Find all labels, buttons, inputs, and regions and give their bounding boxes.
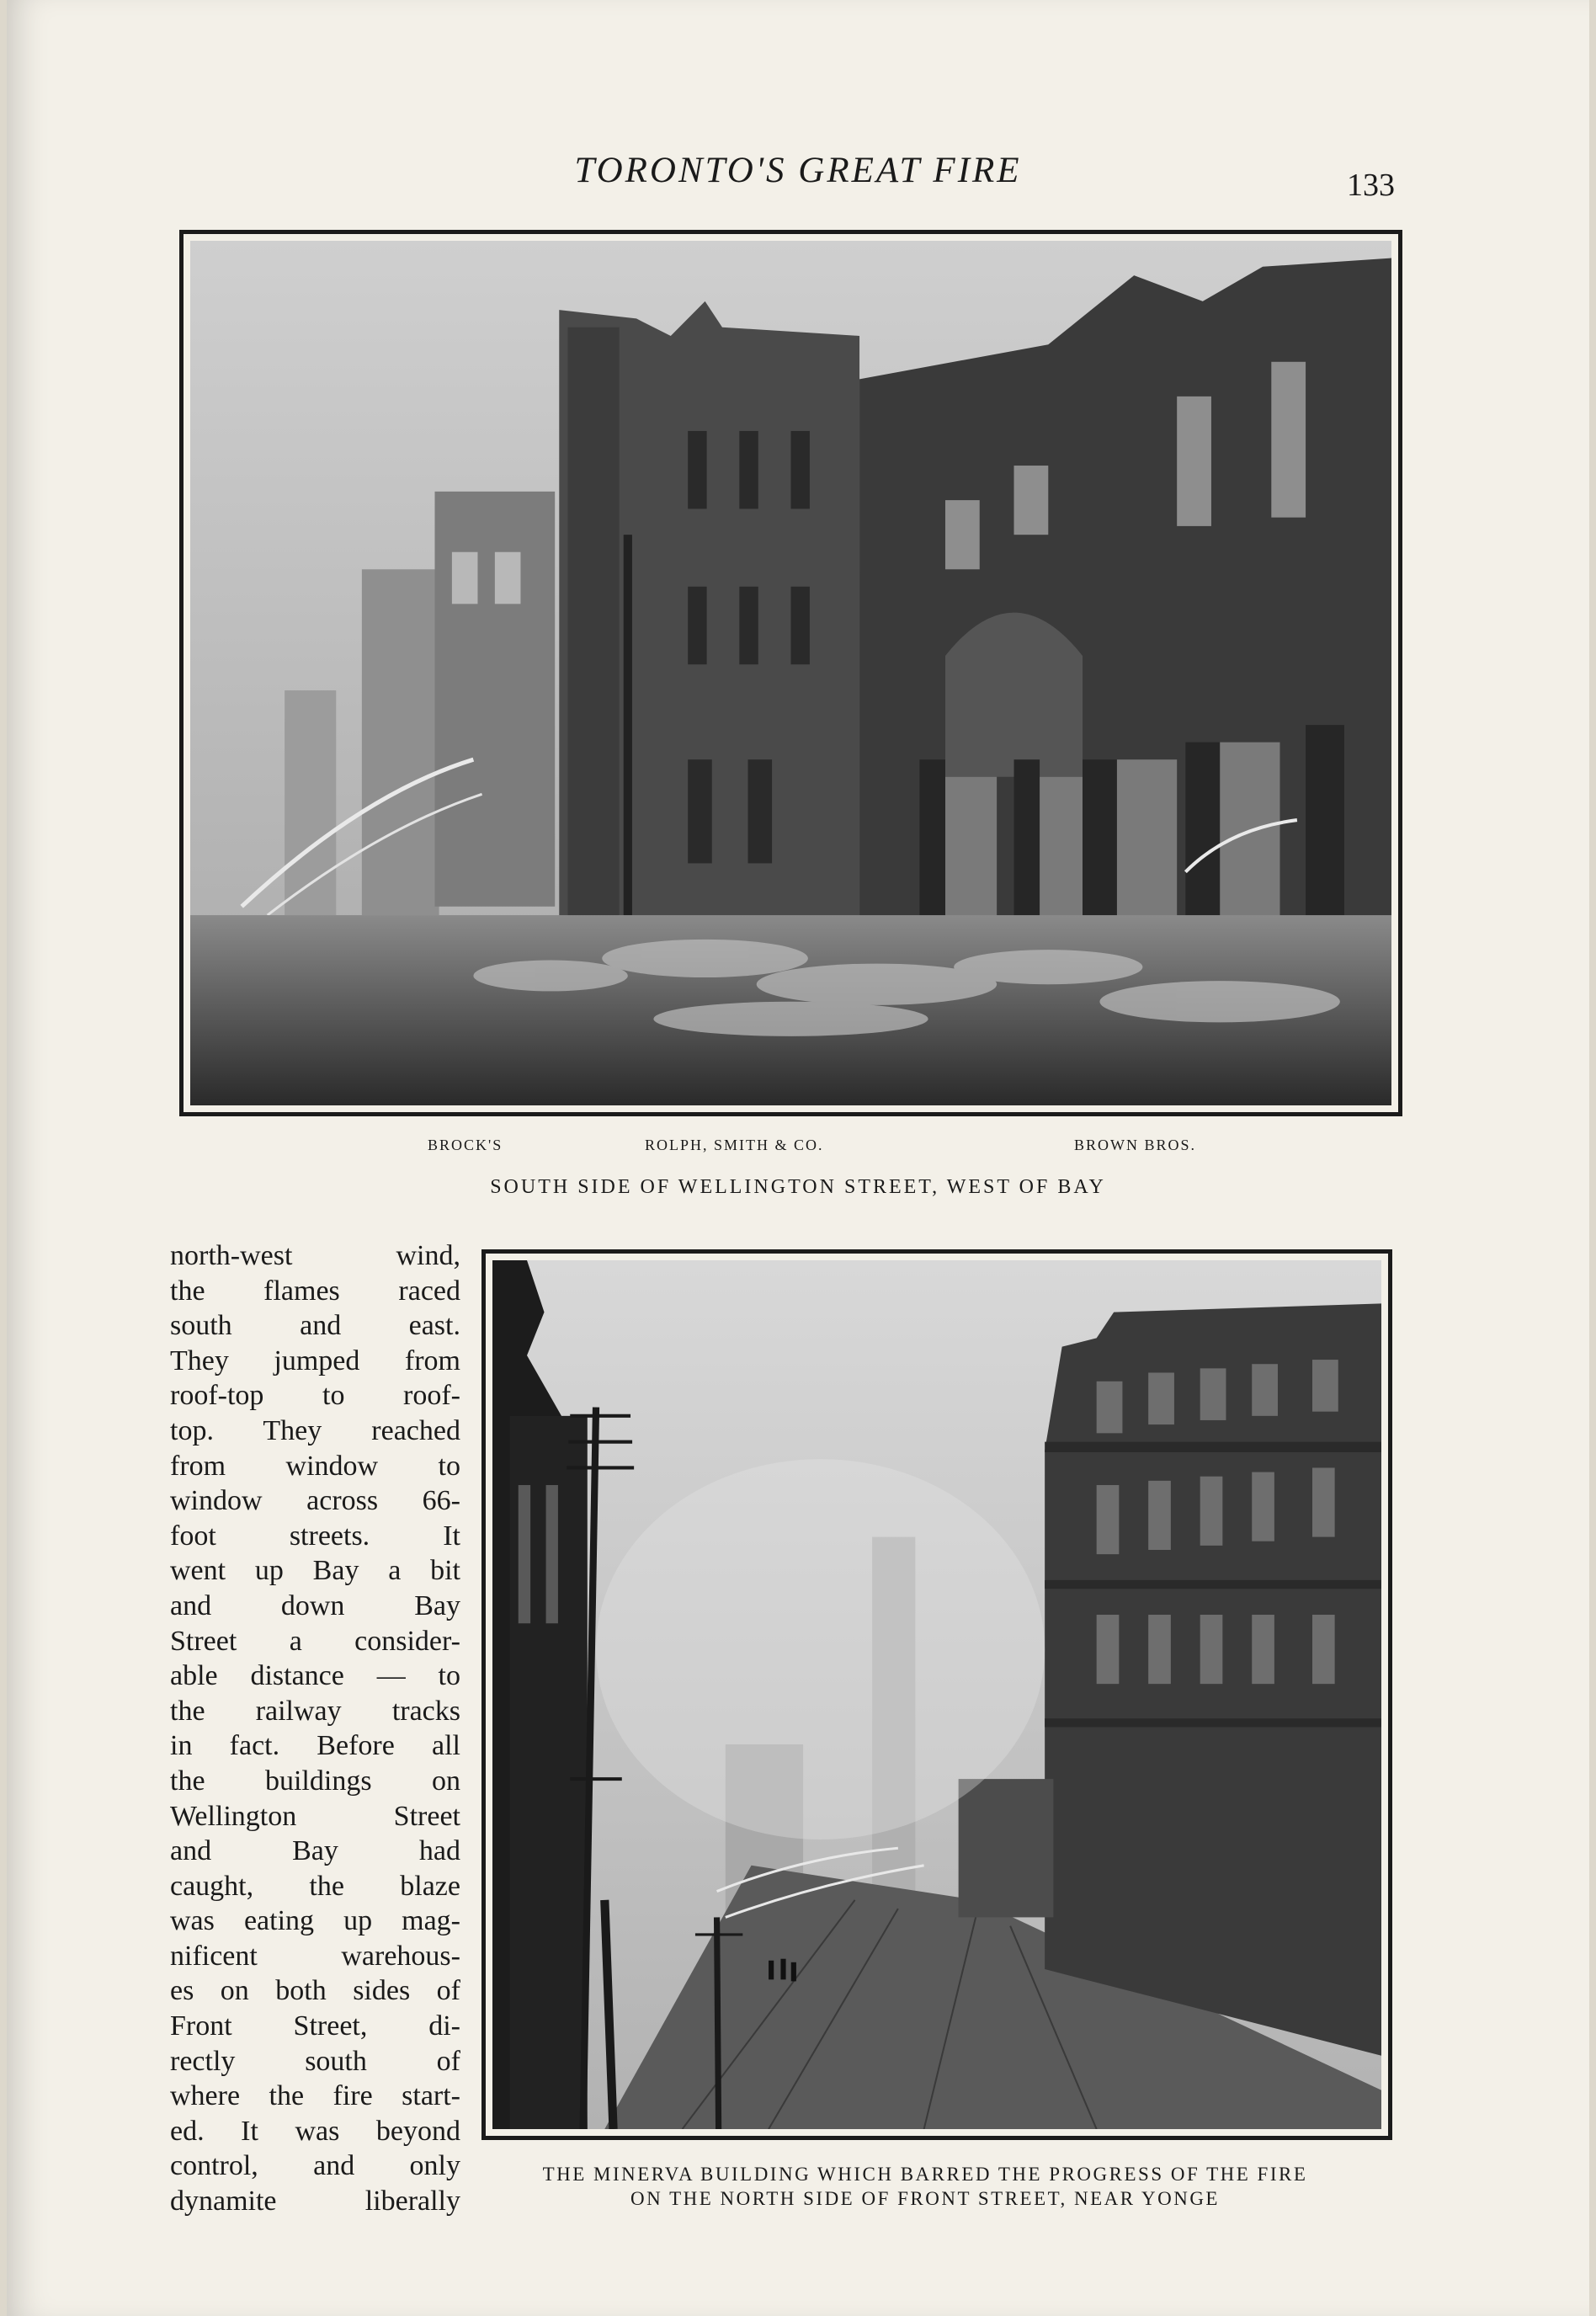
page-number: 133 xyxy=(1347,168,1395,203)
street-photograph xyxy=(492,1260,1381,2129)
text-line: dynamite liberally xyxy=(170,2186,460,2218)
text-line: They jumped from xyxy=(170,1344,460,1376)
text-line: in fact. Before all xyxy=(170,1730,460,1762)
text-line: south and east. xyxy=(170,1310,460,1342)
text-line: rectly south of xyxy=(170,2045,460,2077)
text-line: the buildings on xyxy=(170,1765,460,1797)
text-line: able distance — to xyxy=(170,1660,460,1692)
text-line: nificent warehous- xyxy=(170,1940,460,1972)
text-line: north-west wind, xyxy=(170,1240,460,1271)
book-page xyxy=(7,0,1589,2316)
photo-minerva-building xyxy=(481,1249,1392,2140)
text-line: foot streets. It xyxy=(170,1520,460,1552)
text-line: caught, the blaze xyxy=(170,1870,460,1902)
photo-wellington-street-ruins xyxy=(179,230,1402,1116)
text-line: window across 66- xyxy=(170,1485,460,1517)
text-line: where the fire start- xyxy=(170,2080,460,2112)
body-text-column xyxy=(170,1238,460,2219)
text-line: was eating up mag- xyxy=(170,1905,460,1937)
text-line: Front Street, di- xyxy=(170,2010,460,2042)
figure2-caption-line2: ON THE NORTH SIDE OF FRONT STREET, NEAR YONGE xyxy=(630,2188,1220,2209)
running-head: TORONTO'S GREAT FIRE xyxy=(574,151,1022,190)
text-line: ed. It was beyond xyxy=(170,2115,460,2147)
text-line: Wellington Street xyxy=(170,1800,460,1832)
label-brocks: BROCK'S xyxy=(428,1137,503,1153)
text-line: and Bay had xyxy=(170,1835,460,1867)
text-line: es on both sides of xyxy=(170,1975,460,2007)
label-brown-bros: BROWN BROS. xyxy=(1074,1137,1197,1153)
text-line: the flames raced xyxy=(170,1275,460,1307)
text-line: went up Bay a bit xyxy=(170,1555,460,1587)
figure1-caption: SOUTH SIDE OF WELLINGTON STREET, WEST OF BAY xyxy=(490,1176,1106,1198)
label-rolph-smith: ROLPH, SMITH & CO. xyxy=(645,1137,824,1153)
ruins-photograph xyxy=(190,241,1391,1105)
figure2-caption-line1: THE MINERVA BUILDING WHICH BARRED THE PROGRESS OF THE FIRE xyxy=(542,2164,1308,2185)
text-line: Street a consider- xyxy=(170,1625,460,1657)
text-line: roof-top to roof- xyxy=(170,1380,460,1412)
text-line: and down Bay xyxy=(170,1589,460,1621)
figure2-caption xyxy=(483,2162,1367,2211)
text-line: control, and only xyxy=(170,2150,460,2182)
text-line: top. They reached xyxy=(170,1414,460,1446)
text-line: from window to xyxy=(170,1450,460,1482)
text-line: the railway tracks xyxy=(170,1695,460,1727)
